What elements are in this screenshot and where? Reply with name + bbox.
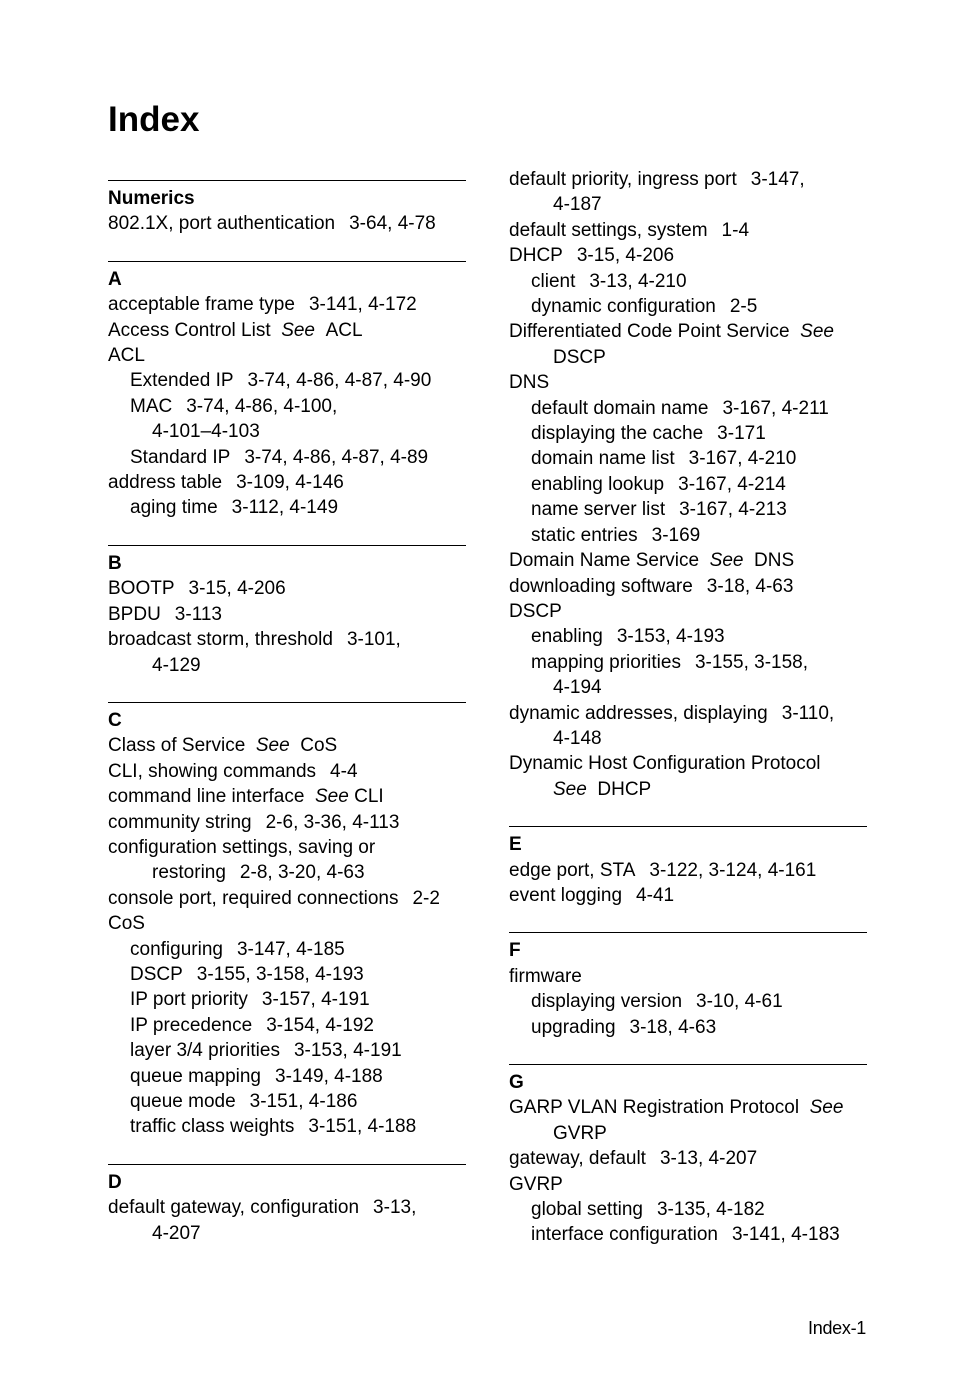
entry-term: Access Control List: [108, 319, 271, 341]
index-entry: [108, 784, 466, 809]
index-entry: [509, 701, 867, 752]
entry-continuation: [509, 1121, 867, 1146]
page-refs: 3-154, 4-192: [266, 1014, 374, 1036]
page-refs: 3-169: [651, 524, 701, 546]
entry-term: name server list: [531, 499, 666, 521]
entry-term: broadcast storm, threshold: [108, 629, 333, 651]
page-refs: 2-2: [412, 887, 440, 909]
continuation-text: 4-187: [553, 194, 602, 216]
entry-term: Domain Name Service: [509, 550, 700, 572]
index-entry: [509, 548, 867, 573]
index-entry: [108, 318, 466, 343]
entry-term: Differentiated Code Point Service: [509, 321, 790, 343]
page-title: Index: [108, 100, 200, 139]
page-refs: 2-8, 3-20, 4-63: [239, 862, 365, 884]
see-reference: See: [553, 778, 587, 800]
continuation-text: DHCP: [597, 778, 652, 800]
section-divider: [108, 545, 466, 546]
index-entry: [108, 602, 466, 627]
section-heading: D: [108, 1171, 122, 1193]
entry-term: community string: [108, 811, 252, 833]
page-refs: 3-167, 4-213: [679, 499, 787, 521]
index-entry: [509, 1222, 867, 1247]
index-entry: [509, 167, 867, 218]
entry-term: GARP VLAN Registration Protocol: [509, 1097, 800, 1119]
page-refs: 4-41: [636, 884, 675, 906]
page-refs: 3-13,: [373, 1197, 417, 1219]
see-reference: See: [281, 319, 315, 341]
entry-term: Dynamic Host Configuration Protocol: [509, 753, 821, 775]
entry-continuation: [108, 653, 466, 678]
index-entry: [108, 987, 466, 1012]
page-refs: 3-109, 4-146: [236, 472, 344, 494]
index-entry: [108, 292, 466, 317]
index-entry: [108, 1195, 466, 1246]
entry-term: Class of Service: [108, 735, 246, 757]
page-refs: 3-167, 4-214: [678, 473, 786, 495]
page-refs: 3-74, 4-86, 4-87, 4-89: [244, 446, 429, 468]
entry-continuation: [130, 419, 466, 444]
page-refs: 1-4: [721, 219, 750, 241]
continuation-text: restoring: [152, 862, 226, 884]
entry-term: enabling lookup: [531, 473, 665, 495]
page-refs: 3-171: [717, 423, 766, 445]
entry-term: default gateway, configuration: [108, 1197, 360, 1219]
see-target: DNS: [754, 550, 795, 572]
page-refs: 3-74, 4-86, 4-87, 4-90: [247, 370, 432, 392]
entry-term: mapping priorities: [531, 651, 681, 673]
entry-term: displaying the cache: [531, 423, 704, 445]
index-entry: [509, 523, 867, 548]
page-refs: 3-141, 4-172: [308, 294, 417, 316]
page-refs: 3-141, 4-183: [731, 1224, 840, 1246]
index-section: [108, 545, 466, 678]
page-refs: 3-153, 4-191: [293, 1040, 402, 1062]
entry-term: gateway, default: [509, 1148, 646, 1170]
entry-term: displaying version: [531, 991, 683, 1013]
index-entry: [509, 370, 867, 395]
entry-term: static entries: [531, 524, 638, 546]
entry-term: default settings, system: [509, 219, 708, 241]
page-refs: 3-153, 4-193: [616, 626, 725, 648]
entry-term: GVRP: [509, 1173, 563, 1195]
entry-continuation: [108, 860, 466, 885]
entry-term: 802.1X, port authentication: [108, 213, 336, 235]
entry-continuation: [108, 1221, 466, 1246]
index-entry: [108, 911, 466, 936]
index-entry: [509, 1015, 867, 1040]
index-entry: [108, 495, 466, 520]
continuation-text: 4-194: [553, 677, 602, 699]
page-refs: 3-135, 4-182: [656, 1199, 765, 1221]
page-refs: 2-5: [729, 296, 758, 318]
page-refs: 2-6, 3-36, 4-113: [265, 811, 400, 833]
entry-term: configuring: [130, 938, 223, 960]
index-entry: [509, 989, 867, 1014]
page-refs: 3-167, 4-210: [688, 448, 797, 470]
page-refs: 3-155, 3-158, 4-193: [196, 963, 364, 985]
section-heading: G: [509, 1072, 524, 1093]
section-heading: A: [108, 268, 122, 290]
page-refs: 3-155, 3-158,: [694, 651, 808, 673]
index-entry: [108, 470, 466, 495]
index-entry: [108, 211, 466, 236]
see-target: CLI: [354, 786, 384, 808]
entry-term: command line interface: [108, 786, 305, 808]
entry-term: aging time: [130, 497, 218, 519]
entry-term: default domain name: [531, 397, 709, 419]
index-entry: [509, 1146, 867, 1171]
entry-term: address table: [108, 472, 223, 494]
entry-term: event logging: [509, 884, 623, 906]
index-section: [108, 702, 466, 1140]
entry-term: BOOTP: [108, 578, 175, 600]
entry-term: domain name list: [531, 448, 675, 470]
index-entry: [509, 319, 867, 370]
page-refs: 3-13, 4-210: [589, 270, 687, 292]
entry-term: Extended IP: [130, 370, 234, 392]
index-entry: [509, 751, 867, 802]
entry-term: downloading software: [509, 575, 693, 597]
index-section: [509, 1064, 867, 1248]
page-refs: 3-147,: [750, 169, 805, 190]
index-entry: [509, 964, 867, 989]
entry-continuation: [509, 777, 867, 802]
page-number: Index-1: [808, 1318, 866, 1338]
entry-term: DSCP: [509, 600, 562, 622]
index-entry: [108, 1089, 466, 1114]
section-heading: E: [509, 834, 522, 856]
entry-continuation: [509, 345, 867, 370]
entry-term: layer 3/4 priorities: [130, 1040, 280, 1062]
entry-term: DSCP: [130, 963, 183, 985]
entry-term: traffic class weights: [130, 1116, 295, 1138]
index-entry: [509, 269, 867, 294]
entry-term: acceptable frame type: [108, 294, 295, 316]
page-refs: 3-18, 4-63: [629, 1016, 717, 1038]
index-entry: [108, 394, 466, 445]
index-entry: [509, 243, 867, 268]
entry-continuation: [509, 726, 867, 751]
page-refs: 3-167, 4-211: [722, 397, 829, 419]
index-entry: [509, 883, 867, 908]
index-entry: [509, 218, 867, 243]
see-reference: See: [255, 735, 290, 757]
entry-term: global setting: [531, 1199, 643, 1221]
index-section: [108, 180, 466, 237]
page-refs: 3-18, 4-63: [706, 575, 794, 597]
continuation-text: 4-207: [152, 1222, 201, 1244]
page-refs: 3-157, 4-191: [261, 989, 370, 1011]
page-refs: 3-101,: [346, 629, 401, 651]
entry-term: DHCP: [509, 245, 563, 267]
entry-term: dynamic configuration: [531, 296, 716, 318]
entry-term: firmware: [509, 965, 582, 987]
section-divider: [108, 1164, 466, 1165]
entry-term: interface configuration: [531, 1224, 718, 1246]
page-refs: 3-112, 4-149: [231, 497, 339, 519]
continuation-text: 4-101–4-103: [152, 421, 260, 443]
entry-term: queue mapping: [130, 1065, 261, 1087]
index-entry: [509, 574, 867, 599]
index-entry: [509, 1095, 867, 1146]
see-reference: See: [709, 550, 744, 572]
entry-term: dynamic addresses, displaying: [509, 702, 768, 724]
page-refs: 3-15, 4-206: [188, 578, 286, 600]
entry-term: CoS: [108, 913, 145, 935]
entry-term: edge port, STA: [509, 859, 636, 881]
page-refs: 3-15, 4-206: [576, 245, 675, 267]
page-refs: 3-10, 4-61: [696, 991, 783, 1013]
index-entry: [509, 446, 867, 471]
entry-term: enabling: [531, 626, 603, 648]
index-entry: [108, 343, 466, 368]
index-entry: [509, 650, 867, 701]
index-entry: [108, 759, 466, 784]
index-entry: [509, 1172, 867, 1197]
page-refs: 3-13, 4-207: [659, 1148, 758, 1170]
index-entry: [108, 1013, 466, 1038]
entry-term: CLI, showing commands: [108, 760, 317, 782]
entry-continuation: [531, 675, 867, 700]
entry-term: IP port priority: [130, 989, 248, 1011]
index-entry: [509, 624, 867, 649]
entry-term: BPDU: [108, 603, 161, 625]
see-reference: See: [315, 786, 349, 808]
index-entry: [509, 858, 867, 883]
page-refs: 3-122, 3-124, 4-161: [649, 859, 817, 881]
page-refs: 3-151, 4-188: [308, 1116, 417, 1138]
entry-term: ACL: [108, 345, 145, 367]
section-heading: F: [509, 940, 521, 962]
continuation-text: GVRP: [553, 1122, 607, 1144]
index-entry: [509, 472, 867, 497]
index-entry: [108, 733, 466, 758]
section-divider: [509, 1064, 867, 1065]
page-refs: 3-149, 4-188: [275, 1065, 383, 1087]
index-entry: [108, 445, 466, 470]
index-entry: [509, 599, 867, 624]
index-entry: [108, 576, 466, 601]
index-entry: [108, 1064, 466, 1089]
index-section: [108, 261, 466, 521]
section-heading: C: [108, 709, 122, 731]
section-heading: Numerics: [108, 188, 195, 209]
page-refs: 3-110,: [781, 702, 835, 724]
continuation-text: 4-129: [152, 654, 201, 676]
section-divider: [509, 932, 867, 933]
index-entry: [509, 396, 867, 421]
index-entry: [108, 835, 466, 886]
index-column-left: [108, 180, 466, 1246]
index-section: [509, 826, 867, 908]
continuation-text: 4-148: [553, 727, 602, 749]
section-heading: B: [108, 552, 122, 574]
entry-continuation: [509, 192, 867, 217]
index-entry: [108, 962, 466, 987]
see-target: ACL: [325, 319, 363, 341]
entry-term: console port, required connections: [108, 887, 399, 909]
entry-term: configuration settings, saving or: [108, 836, 376, 858]
continuation-text: DSCP: [553, 346, 606, 368]
entry-term: MAC: [130, 395, 173, 417]
index-entry: [108, 1038, 466, 1063]
index-entry: [509, 294, 867, 319]
index-entry: [108, 937, 466, 962]
page-refs: 3-64, 4-78: [349, 213, 436, 235]
index-entry: [108, 886, 466, 911]
index-entry: [509, 497, 867, 522]
index-entry: [108, 810, 466, 835]
page-refs: 3-147, 4-185: [236, 938, 345, 960]
page-refs: 4-4: [330, 760, 358, 782]
index-entry: [509, 1197, 867, 1222]
section-divider: [108, 180, 466, 181]
entry-term: IP precedence: [130, 1014, 253, 1036]
index-column-right: [509, 167, 867, 1248]
entry-term: client: [531, 270, 576, 292]
section-divider: [108, 702, 466, 703]
page-refs: 3-113: [174, 603, 222, 625]
index-entry: [108, 627, 466, 678]
index-entry: [108, 1114, 466, 1139]
index-entry: [108, 368, 466, 393]
see-target: CoS: [300, 735, 338, 757]
entry-term: queue mode: [130, 1091, 236, 1112]
page-refs: 3-151, 4-186: [249, 1091, 358, 1112]
entry-term: default priority, ingress port: [509, 169, 737, 190]
entry-term: Standard IP: [130, 446, 231, 468]
page-refs: 3-74, 4-86, 4-100,: [186, 395, 338, 417]
see-reference: See: [809, 1097, 844, 1119]
index-section: [509, 932, 867, 1040]
index-entry: [509, 421, 867, 446]
section-divider: [509, 826, 867, 827]
index-section: [108, 1164, 466, 1246]
entry-term: DNS: [509, 372, 550, 394]
entry-term: upgrading: [531, 1016, 616, 1038]
section-divider: [108, 261, 466, 262]
index-section: [509, 167, 867, 802]
see-reference: See: [800, 321, 834, 343]
